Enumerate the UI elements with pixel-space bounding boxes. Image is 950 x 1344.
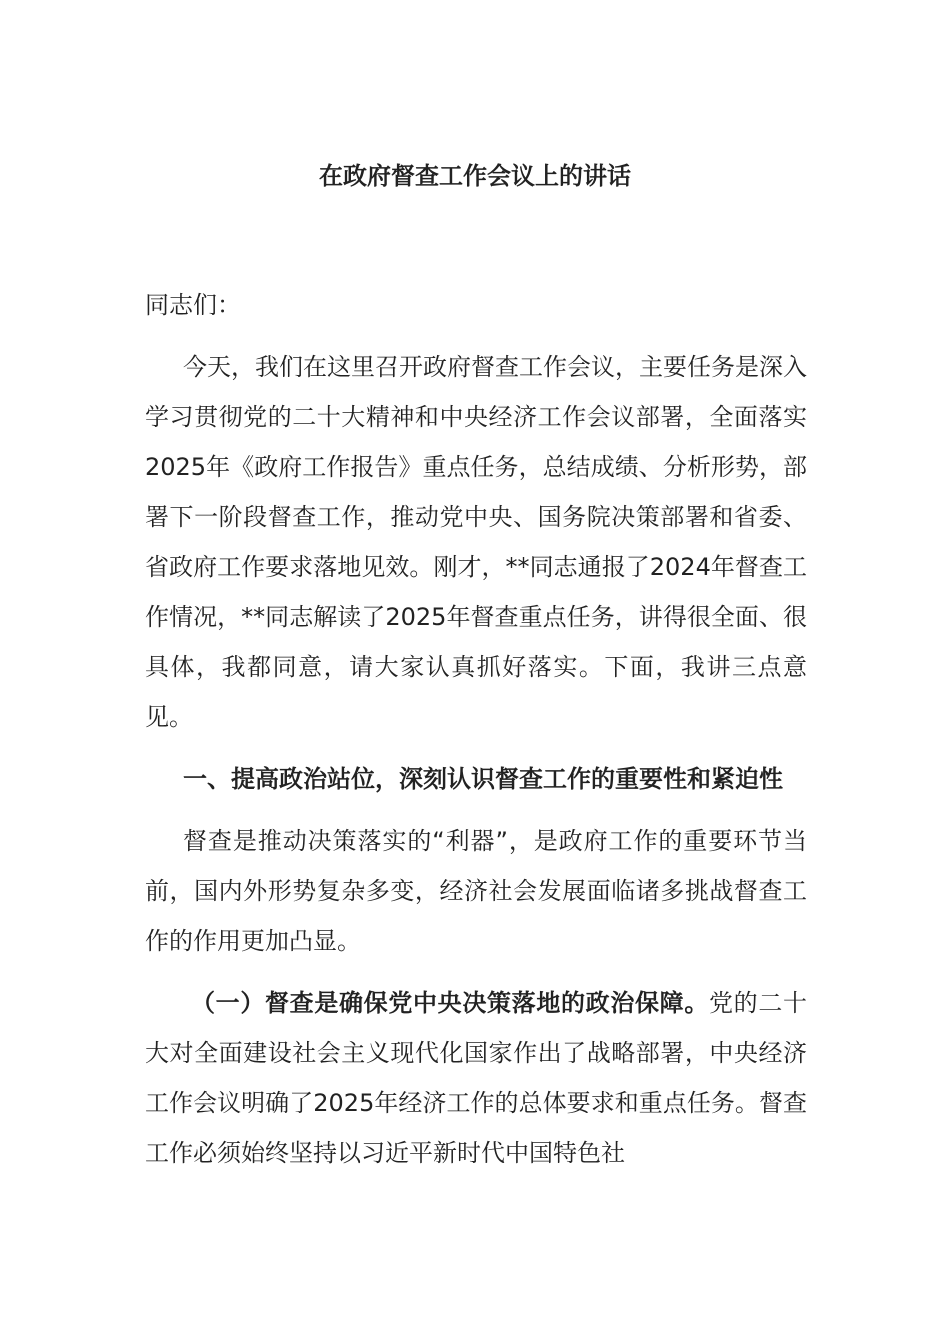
point-1-heading: （一）督查是确保党中央决策落地的政治保障。 [191, 989, 709, 1017]
point-1-body: 党的二十大对全面建设社会主义现代化国家作出了战略部署，中央经济工作会议明确了2025年经济工作的总体要求和重点任务。督查工作必须始终坚持以习近平新时代中国特色社 [145, 989, 807, 1167]
document-title: 在政府督查工作会议上的讲话 [319, 162, 631, 190]
document-body [145, 280, 807, 1178]
salutation: 同志们： [145, 291, 241, 319]
point-1-paragraph [145, 978, 807, 1178]
intro-paragraph: 今天，我们在这里召开政府督查工作会议，主要任务是深入学习贯彻党的二十大精神和中央经济工作会议部署，全面落实2025年《政府工作报告》重点任务，总结成绩、分析形势，部署下一阶段督查工作，推动党中央、国务院决策部署和省委、省政府工作要求落地见效。刚才，**同志通报了2024年督查工作情况，**同志解读了2025年督查重点任务，讲得很全面、很具体，我都同意，请大家认真抓好落实。下面，我讲三点意见。 [145, 353, 807, 731]
section-heading-1: 一、提高政治站位，深刻认识督查工作的重要性和紧迫性 [183, 765, 783, 793]
section-1-intro-paragraph: 督查是推动决策落实的“利器”，是政府工作的重要环节当前，国内外形势复杂多变，经济社会发展面临诸多挑战督查工作的作用更加凸显。 [145, 827, 807, 955]
